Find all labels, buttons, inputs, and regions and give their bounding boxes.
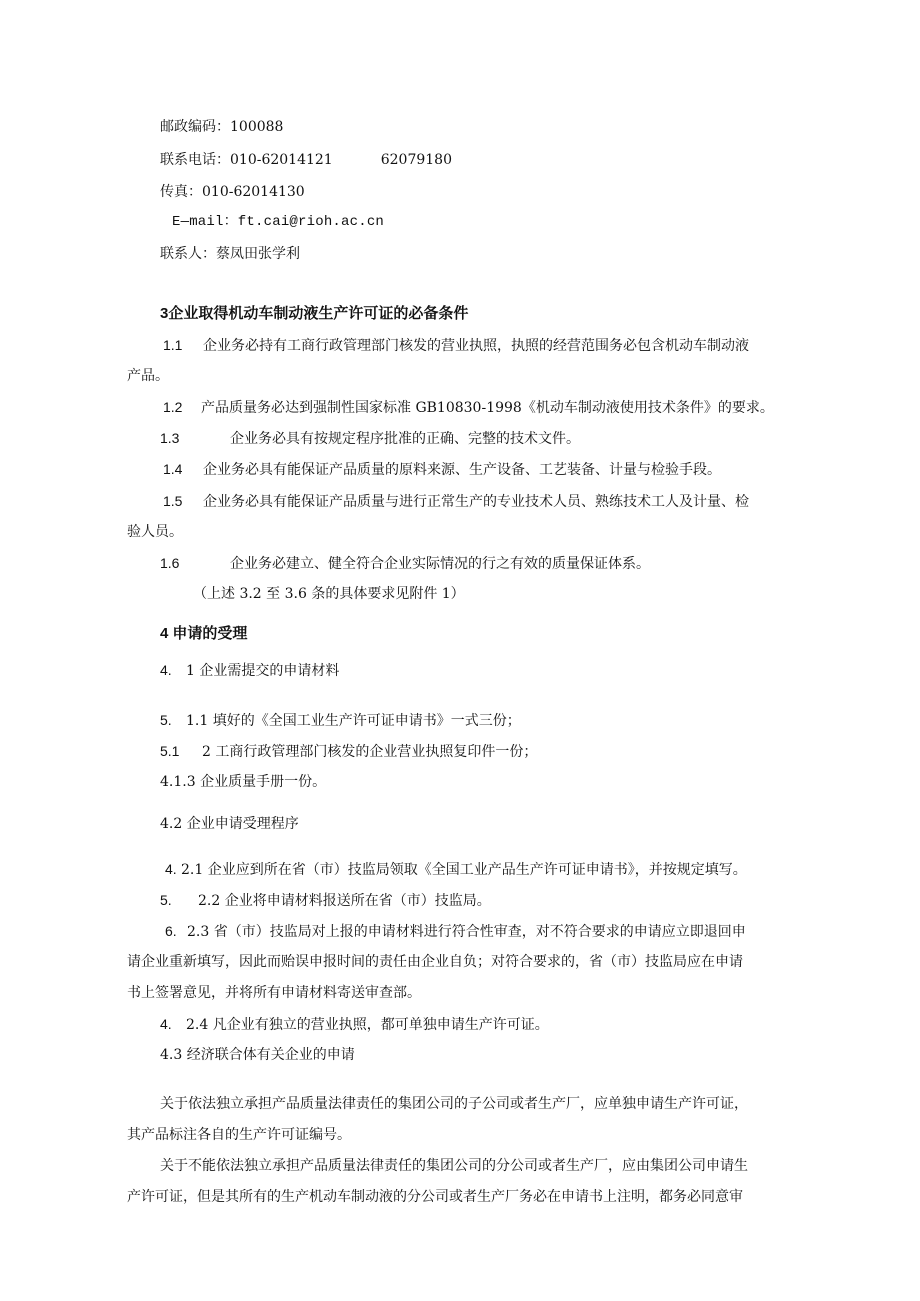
item-text: 1.1 填好的《全国工业生产许可证申请书》一式三份；: [186, 713, 521, 729]
contact-person-line: 联系人：蔡凤田张学利: [160, 246, 300, 262]
item-4-1-2: [160, 742, 537, 761]
paragraph-2-line-2: 产许可证，但是其所有的生产机动车制动液的分公司或者生产厂务必在申请书上注明，都务必同意审: [127, 1189, 743, 1205]
item-1-2: [163, 398, 774, 417]
item-4-2-2: [160, 891, 491, 910]
item-text: 2.1 企业应到所在省（市）技监局领取《全国工业产品生产许可证申请书》，并按规定填写。: [181, 862, 747, 878]
item-text: 2 工商行政管理部门核发的企业营业执照复印件一份；: [202, 744, 538, 760]
item-text: 企业务必具有能保证产品质量的原料来源、生产设备、工艺装备、计量与检验手段。: [203, 462, 721, 478]
item-number: 4.: [165, 861, 177, 877]
item-4-2: 4.2 企业申请受理程序: [160, 816, 299, 832]
item-4-2-4: [160, 1015, 549, 1034]
item-4-1-3: 4.1.3 企业质量手册一份。: [160, 774, 327, 790]
item-number: 6.: [165, 923, 177, 939]
item-4-2-3-continued-2: 书上签署意见，并将所有申请材料寄送审查部。: [127, 985, 421, 1001]
item-4-1: [160, 661, 339, 680]
item-text: 1 企业需提交的申请材料: [186, 663, 340, 679]
item-number: 1.6: [160, 555, 180, 571]
paragraph-2-line-1: 关于不能依法独立承担产品质量法律责任的集团公司的分公司或者生产厂，应由集团公司申请生: [160, 1158, 748, 1174]
item-number: 1.4: [163, 461, 183, 477]
item-number: 5.: [160, 892, 172, 908]
item-text: 企业务必具有按规定程序批准的正确、完整的技术文件。: [230, 431, 580, 447]
item-text: 企业务必建立、健全符合企业实际情况的行之有效的质量保证体系。: [230, 556, 650, 572]
item-number: 1.3: [160, 430, 180, 446]
item-number: 1.5: [163, 493, 183, 509]
phone-secondary: 62079180: [380, 152, 452, 168]
section-4-title: 申请的受理: [172, 625, 248, 642]
item-1-6: [160, 554, 650, 573]
item-1-1: [163, 336, 749, 355]
item-1-4: [163, 460, 721, 479]
item-text: 企业务必具有能保证产品质量与进行正常生产的专业技术人员、熟练技术工人及计量、检: [203, 494, 749, 510]
section-3-note: （上述 3.2 至 3.6 条的具体要求见附件 1）: [193, 586, 465, 602]
section-4-heading: [160, 625, 247, 643]
item-number: 5.: [160, 712, 172, 728]
paragraph-1-line-2: 其产品标注各自的生产许可证编号。: [127, 1127, 351, 1143]
item-4-2-3: [165, 922, 746, 941]
section-3-heading: [160, 305, 468, 323]
item-4-2-3-continued-1: 请企业重新填写，因此而贻误申报时间的责任由企业自负；对符合要求的，省（市）技监局应在申请: [127, 954, 743, 970]
item-1-5: [163, 492, 749, 511]
item-number: 1.2: [163, 399, 183, 415]
item-4-2-1: [165, 860, 747, 879]
section-3-number: 3: [160, 305, 169, 322]
item-text: 产品质量务必达到强制性国家标准 GB10830-1998《机动车制动液使用技术条件》的要求。: [201, 400, 774, 416]
item-number: 5.1: [160, 743, 180, 759]
item-4-3: 4.3 经济联合体有关企业的申请: [160, 1047, 355, 1063]
paragraph-1-line-1: 关于依法独立承担产品质量法律责任的集团公司的子公司或者生产厂，应单独申请生产许可证，: [160, 1096, 748, 1112]
item-number: 4.: [160, 662, 172, 678]
phone-line: [160, 151, 452, 169]
fax-line: 传真：010-62014130: [160, 184, 305, 200]
section-4-number: 4: [160, 625, 169, 642]
phone-primary: 联系电话：010-62014121: [160, 152, 333, 168]
postcode-line: 邮政编码：100088: [160, 119, 284, 135]
item-text: 2.3 省（市）技监局对上报的申请材料进行符合性审查，对不符合要求的申请应立即退回申: [187, 924, 746, 940]
item-text: 2.2 企业将申请材料报送所在省（市）技监局。: [198, 893, 491, 909]
item-1-5-continued: 验人员。: [127, 524, 183, 540]
item-text: 2.4 凡企业有独立的营业执照，都可单独申请生产许可证。: [186, 1017, 549, 1033]
item-number: 4.: [160, 1016, 172, 1032]
item-number: 1.1: [163, 337, 183, 353]
section-3-title: 企业取得机动车制动液生产许可证的必备条件: [168, 305, 469, 322]
item-1-3: [160, 429, 580, 448]
item-4-1-1: [160, 711, 521, 730]
item-text: 企业务必持有工商行政管理部门核发的营业执照，执照的经营范围务必包含机动车制动液: [203, 338, 749, 354]
item-1-1-continued: 产品。: [127, 368, 169, 384]
email-line: E—mail：ft.cai@rioh.ac.cn: [172, 214, 385, 230]
